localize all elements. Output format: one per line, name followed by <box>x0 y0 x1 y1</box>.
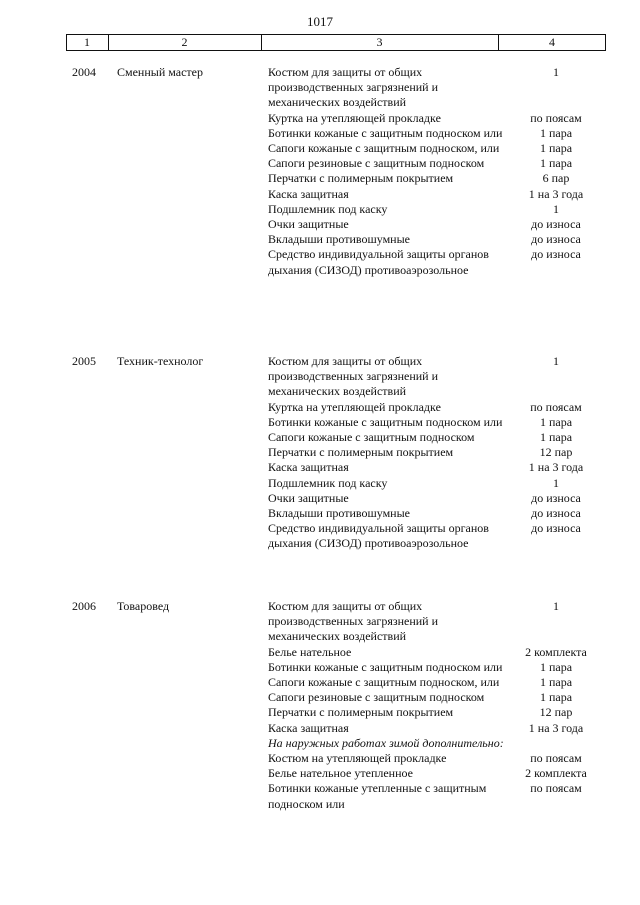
equipment-name: Белье нательное <box>268 644 352 659</box>
equipment-quantity: до износа <box>531 217 581 232</box>
equipment-name: Костюм на утепляющей прокладке <box>268 751 447 766</box>
equipment-name: Ботинки кожаные утепленные с защитным подноском или <box>268 781 487 811</box>
equipment-name: Перчатки с полимерным покрытием <box>268 445 454 460</box>
equipment-item <box>268 111 608 126</box>
equipment-name: Сапоги кожаные с защитным подноском <box>268 430 475 445</box>
equipment-name: Подшлемник под каску <box>268 475 388 490</box>
header-col-3: 3 <box>376 35 383 49</box>
equipment-name: Ботинки кожаные с защитным подноском или <box>268 414 503 429</box>
equipment-name: Ботинки кожаные с защитным подноском или <box>268 659 503 674</box>
equipment-name: Средство индивидуальной защиты органов дыхания (СИЗОД) противоаэрозольное <box>268 521 489 551</box>
equipment-name: Вкладыши противошумные <box>268 232 410 247</box>
equipment-quantity: 1 <box>553 354 559 368</box>
equipment-quantity: до износа <box>531 247 581 262</box>
equipment-name: Вкладыши противошумные <box>268 506 410 521</box>
position-title: Товаровед <box>117 599 170 613</box>
equipment-name: Ботинки кожаные с защитным подноском или <box>268 125 503 140</box>
equipment-item <box>268 721 608 736</box>
header-divider <box>605 35 606 50</box>
equipment-item <box>268 171 608 186</box>
page-number: 1017 <box>307 14 333 29</box>
equipment-name: Сапоги резиновые с защитным подноском <box>268 690 485 705</box>
position-code: 2006 <box>72 599 96 613</box>
equipment-quantity: по поясам <box>530 399 582 414</box>
equipment-item <box>268 476 608 491</box>
equipment-item <box>268 354 608 400</box>
equipment-item <box>268 506 608 521</box>
equipment-name: Каска защитная <box>268 186 349 201</box>
equipment-item <box>268 187 608 202</box>
equipment-list <box>268 599 608 812</box>
equipment-quantity: до износа <box>531 506 581 521</box>
equipment-item <box>268 445 608 460</box>
equipment-name: Перчатки с полимерным покрытием <box>268 705 454 720</box>
equipment-name: Сапоги кожаные с защитным подноском, или <box>268 675 500 690</box>
equipment-item <box>268 690 608 705</box>
header-col-4: 4 <box>549 35 555 49</box>
equipment-item <box>268 705 608 720</box>
equipment-quantity: 1 пара <box>539 659 573 674</box>
equipment-quantity: 1 <box>553 475 559 490</box>
equipment-quantity: по поясам <box>530 781 582 796</box>
equipment-item <box>268 766 608 781</box>
equipment-name: Белье нательное утепленное <box>268 766 413 781</box>
equipment-quantity: 12 пар <box>539 445 573 460</box>
equipment-item <box>268 247 608 277</box>
equipment-quantity: до износа <box>531 521 581 536</box>
equipment-quantity: 1 пара <box>539 430 573 445</box>
equipment-quantity: 12 пар <box>539 705 573 720</box>
equipment-quantity: 1 на 3 года <box>528 186 584 201</box>
equipment-quantity: 1 пара <box>539 125 573 140</box>
equipment-name: Очки защитные <box>268 217 349 232</box>
equipment-item <box>268 599 608 645</box>
equipment-item <box>268 400 608 415</box>
equipment-name: Подшлемник под каску <box>268 201 388 216</box>
equipment-name: Каска защитная <box>268 460 349 475</box>
equipment-name: Средство индивидуальной защиты органов дыхания (СИЗОД) противоаэрозольное <box>268 247 489 277</box>
equipment-name: Перчатки с полимерным покрытием <box>268 171 454 186</box>
equipment-list <box>268 354 608 552</box>
equipment-quantity: 1 пара <box>539 141 573 156</box>
equipment-item <box>268 430 608 445</box>
equipment-name: Костюм для защиты от общих производственных загрязнений и механических воздействий <box>268 354 439 399</box>
equipment-item <box>268 156 608 171</box>
position-title: Сменный мастер <box>117 65 203 79</box>
position-code: 2004 <box>72 65 96 79</box>
equipment-quantity: 1 пара <box>539 675 573 690</box>
equipment-item <box>268 232 608 247</box>
equipment-quantity: по поясам <box>530 110 582 125</box>
equipment-item <box>268 491 608 506</box>
equipment-quantity: 2 комплекта <box>525 644 587 659</box>
equipment-item <box>268 202 608 217</box>
equipment-item <box>268 141 608 156</box>
equipment-name: Костюм для защиты от общих производственных загрязнений и механических воздействий <box>268 599 439 644</box>
equipment-item <box>268 126 608 141</box>
equipment-item <box>268 675 608 690</box>
position-title: Техник-технолог <box>117 354 204 368</box>
equipment-name: Сапоги резиновые с защитным подноском <box>268 156 485 171</box>
equipment-quantity: 1 <box>553 65 559 79</box>
equipment-quantity: 2 комплекта <box>525 766 587 781</box>
equipment-quantity: до износа <box>531 232 581 247</box>
table-header <box>66 34 606 51</box>
equipment-item <box>268 751 608 766</box>
equipment-list <box>268 65 608 278</box>
equipment-item <box>268 217 608 232</box>
equipment-name: Куртка на утепляющей прокладке <box>268 399 441 414</box>
equipment-quantity: 1 на 3 года <box>528 460 584 475</box>
equipment-quantity: по поясам <box>530 751 582 766</box>
equipment-item <box>268 660 608 675</box>
equipment-item <box>268 645 608 660</box>
equipment-name: Куртка на утепляющей прокладке <box>268 110 441 125</box>
equipment-name: Сапоги кожаные с защитным подноском, или <box>268 141 500 156</box>
equipment-item <box>268 415 608 430</box>
header-col-2: 2 <box>181 35 188 49</box>
equipment-quantity: 1 <box>553 599 559 613</box>
equipment-name: Каска защитная <box>268 720 349 735</box>
equipment-item <box>268 460 608 475</box>
equipment-quantity: 6 пар <box>542 171 570 186</box>
equipment-name: Костюм для защиты от общих производственных загрязнений и механических воздействий <box>268 65 439 110</box>
equipment-item <box>268 521 608 551</box>
equipment-quantity: 1 пара <box>539 156 573 171</box>
section-note <box>268 736 608 751</box>
equipment-item <box>268 65 608 111</box>
position-code: 2005 <box>72 354 96 368</box>
equipment-quantity: 1 пара <box>539 690 573 705</box>
equipment-name: На наружных работах зимой дополнительно: <box>268 735 504 750</box>
equipment-quantity: 1 <box>553 201 559 216</box>
equipment-quantity: 1 пара <box>539 414 573 429</box>
equipment-quantity: 1 на 3 года <box>528 720 584 735</box>
equipment-name: Очки защитные <box>268 490 349 505</box>
equipment-item <box>268 781 608 811</box>
header-col-1: 1 <box>84 35 90 49</box>
equipment-quantity: до износа <box>531 490 581 505</box>
